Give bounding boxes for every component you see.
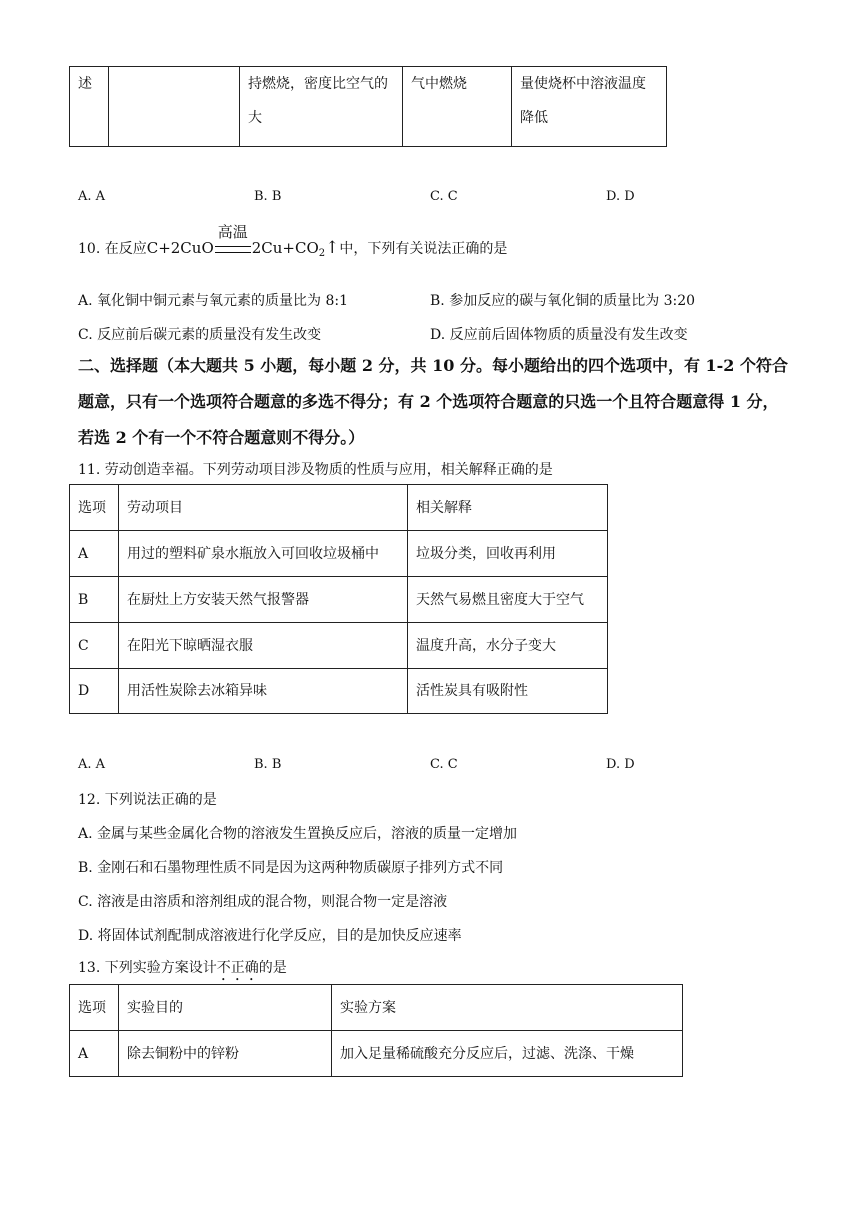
q11-stem: 11. 劳动创造幸福。下列劳动项目涉及物质的性质与应用，相关解释正确的是	[78, 462, 553, 478]
table-cell: 在阳光下晾晒湿衣服	[119, 623, 408, 669]
gas-arrow-icon: ↑	[325, 238, 340, 258]
table-header: 劳动项目	[119, 485, 408, 531]
q9-option-c: C. C	[430, 189, 458, 204]
table-header: 选项	[70, 485, 119, 531]
table-row	[70, 531, 608, 577]
q10-option-d: D. 反应前后固体物质的质量没有发生改变	[430, 327, 688, 343]
q10-prefix: 10. 在反应	[78, 241, 147, 257]
q9-option-a: A. A	[78, 189, 106, 204]
table-cell	[109, 67, 240, 147]
q11-option-a: A. A	[78, 757, 106, 772]
q11-option-d: D. D	[606, 757, 635, 772]
q13-stem-prefix: 13. 下列实验方案设计	[78, 960, 217, 976]
table-row	[70, 67, 667, 147]
q9-option-b: B. B	[254, 189, 282, 204]
q12-stem: 12. 下列说法正确的是	[78, 792, 217, 808]
table-cell: 温度升高，水分子变大	[408, 623, 608, 669]
table-cell: A	[70, 531, 119, 577]
table-cell: 用过的塑料矿泉水瓶放入可回收垃圾桶中	[119, 531, 408, 577]
table-row	[70, 577, 608, 623]
table-cell: 活性炭具有吸附性	[408, 669, 608, 714]
reaction-condition	[214, 223, 252, 257]
q10-option-a: A. 氧化铜中铜元素与氧元素的质量比为 8:1	[78, 293, 348, 309]
q12-option-b: B. 金刚石和石墨物理性质不同是因为这两种物质碳原子排列方式不同	[78, 860, 504, 876]
q13-table	[69, 984, 683, 1077]
table-cell: 在厨灶上方安装天然气报警器	[119, 577, 408, 623]
q10-option-b: B. 参加反应的碳与氧化铜的质量比为 3:20	[430, 293, 696, 309]
q11-option-c: C. C	[430, 757, 458, 772]
equals-sign	[215, 246, 251, 253]
q9-table	[69, 66, 667, 147]
table-row	[70, 1031, 683, 1077]
table-row	[70, 669, 608, 714]
table-cell: 量使烧杯中溶液温度降低	[512, 67, 667, 147]
q10-subscript: 2	[318, 248, 326, 259]
table-cell: D	[70, 669, 119, 714]
section-heading: 二、选择题（本大题共 5 小题，每小题 2 分，共 10 分。每小题给出的四个选项中，有 1-2 个符合题意，只有一个选项符合题意的多选不得分；有 2 个选项符合题意的只选一个且符合题意得 1 分，若选 2 个有一个不符合题意则不得分。）	[78, 356, 789, 447]
table-cell: 气中燃烧	[403, 67, 512, 147]
q9-option-d: D. D	[606, 189, 635, 204]
q10-option-c: C. 反应前后碳元素的质量没有发生改变	[78, 327, 322, 343]
table-header-row	[70, 485, 608, 531]
q11-option-b: B. B	[254, 757, 282, 772]
q12-option-c: C. 溶液是由溶质和溶剂组成的混合物，则混合物一定是溶液	[78, 894, 448, 910]
q10-stem	[78, 223, 508, 259]
q12-option-a: A. 金属与某些金属化合物的溶液发生置换反应后，溶液的质量一定增加	[78, 826, 518, 842]
table-cell: 除去铜粉中的锌粉	[119, 1031, 332, 1077]
q10-reactants: C+2CuO	[146, 239, 214, 257]
table-cell: B	[70, 577, 119, 623]
q10-products: 2Cu+CO	[251, 239, 319, 257]
table-cell: C	[70, 623, 119, 669]
q13-emphasis: 不正确	[216, 960, 259, 976]
table-cell: A	[70, 1031, 119, 1077]
table-cell: 用活性炭除去冰箱异味	[119, 669, 408, 714]
table-header: 选项	[70, 985, 119, 1031]
table-cell: 加入足量稀硫酸充分反应后，过滤、洗涤、干燥	[332, 1031, 683, 1077]
table-cell: 天然气易燃且密度大于空气	[408, 577, 608, 623]
q12-option-d: D. 将固体试剂配制成溶液进行化学反应，目的是加快反应速率	[78, 928, 462, 944]
q13-stem-suffix: 的是	[258, 960, 287, 976]
table-header: 实验目的	[119, 985, 332, 1031]
table-header: 实验方案	[332, 985, 683, 1031]
table-header: 相关解释	[408, 485, 608, 531]
table-cell: 述	[70, 67, 109, 147]
table-cell: 垃圾分类，回收再利用	[408, 531, 608, 577]
table-header-row	[70, 985, 683, 1031]
table-row	[70, 623, 608, 669]
q10-suffix: 中，下列有关说法正确的是	[339, 241, 508, 257]
condition-label: 高温	[217, 223, 248, 241]
q11-table	[69, 484, 608, 714]
q13-stem	[78, 957, 287, 984]
table-cell: 持燃烧，密度比空气的大	[240, 67, 403, 147]
